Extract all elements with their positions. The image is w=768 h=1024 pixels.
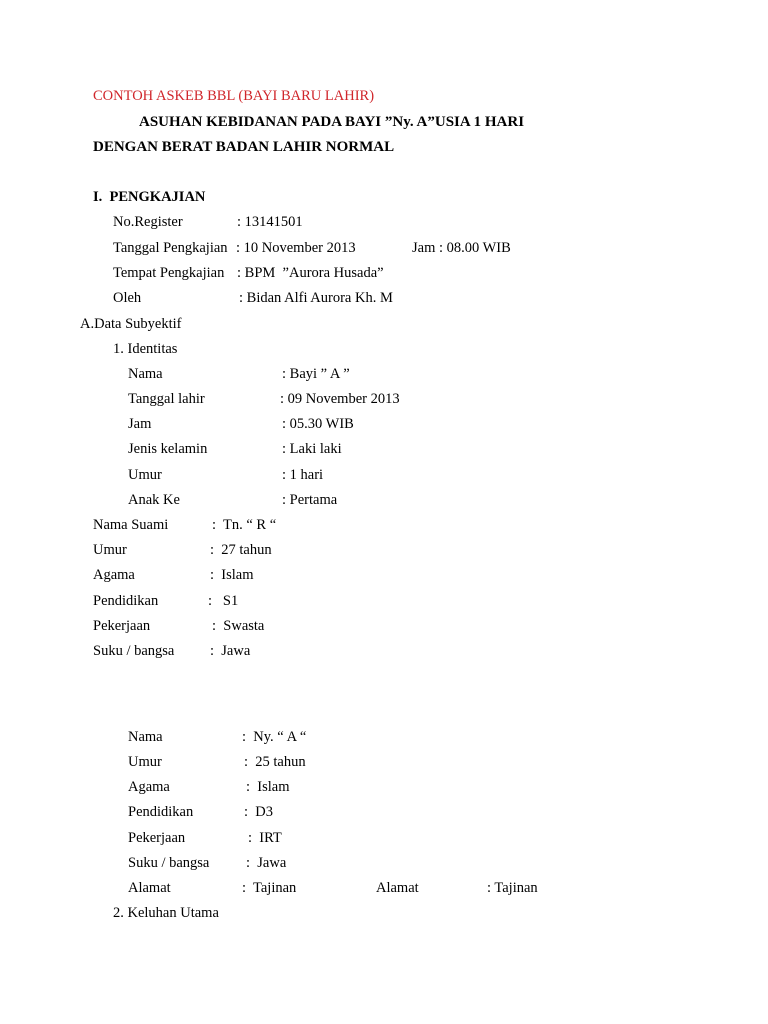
field-value: : Islam	[210, 567, 254, 583]
document-title: CONTOH ASKEB BBL (BAYI BARU LAHIR)	[93, 88, 375, 104]
field-value: : Ny. “ A “	[242, 729, 307, 745]
field-label: Umur	[128, 467, 162, 483]
field-value: : Tn. “ R “	[212, 517, 277, 533]
field-label: Suku / bangsa	[93, 643, 175, 659]
field-value: : IRT	[248, 830, 282, 846]
field-label: Anak Ke	[128, 492, 180, 508]
field-extra: Jam : 08.00 WIB	[412, 240, 511, 256]
field-value: : 13141501	[237, 214, 303, 230]
field-label: Agama	[93, 567, 135, 583]
field-value: : BPM ”Aurora Husada”	[237, 265, 384, 281]
field-value: : Islam	[246, 779, 290, 795]
field-label: Tanggal lahir	[128, 391, 205, 407]
field-label: Jam	[128, 416, 152, 432]
field-extra-label: Alamat	[376, 880, 419, 896]
field-value: : Jawa	[210, 643, 251, 659]
field-label: Nama Suami	[93, 517, 169, 533]
field-label: No.Register	[113, 214, 183, 230]
field-label: Pendidikan	[128, 804, 194, 820]
field-label: Umur	[93, 542, 127, 558]
field-value: : 27 tahun	[210, 542, 272, 558]
field-label: Nama	[128, 729, 163, 745]
field-value: : S1	[208, 593, 239, 609]
field-label: Alamat	[128, 880, 171, 896]
field-value: : 09 November 2013	[280, 391, 400, 407]
field-value: : 05.30 WIB	[282, 416, 354, 432]
field-value: : Swasta	[212, 618, 265, 634]
subheading-identitas: 1. Identitas	[113, 341, 178, 357]
section-heading-data-subyektif: A.Data Subyektif	[80, 316, 182, 332]
field-label: Suku / bangsa	[128, 855, 210, 871]
field-label: Jenis kelamin	[128, 441, 208, 457]
field-value: : 25 tahun	[244, 754, 306, 770]
subheading-keluhan-utama: 2. Keluhan Utama	[113, 905, 219, 921]
field-value: : Laki laki	[282, 441, 342, 457]
field-value: : D3	[244, 804, 273, 820]
field-label: Agama	[128, 779, 170, 795]
field-label: Nama	[128, 366, 163, 382]
field-value: : 10 November 2013	[236, 240, 356, 256]
field-label: Pendidikan	[93, 593, 159, 609]
field-value: : Bayi ” A ”	[282, 366, 350, 382]
field-label: Umur	[128, 754, 162, 770]
field-value: : Jawa	[246, 855, 287, 871]
section-heading-pengkajian: I. PENGKAJIAN	[93, 189, 206, 205]
field-label: Pekerjaan	[128, 830, 186, 846]
field-label: Tanggal Pengkajian	[113, 240, 228, 256]
document-subtitle-line2: DENGAN BERAT BADAN LAHIR NORMAL	[93, 139, 395, 155]
field-label: Pekerjaan	[93, 618, 151, 634]
field-value: : Tajinan	[242, 880, 297, 896]
field-value: : Bidan Alfi Aurora Kh. M	[239, 290, 393, 306]
field-label: Oleh	[113, 290, 142, 306]
field-value: : Pertama	[282, 492, 338, 508]
field-extra-value: : Tajinan	[487, 880, 538, 896]
field-value: : 1 hari	[282, 467, 324, 483]
field-label: Tempat Pengkajian	[113, 265, 225, 281]
document-subtitle-line1: ASUHAN KEBIDANAN PADA BAYI ”Ny. A”USIA 1 HARI	[139, 114, 525, 130]
